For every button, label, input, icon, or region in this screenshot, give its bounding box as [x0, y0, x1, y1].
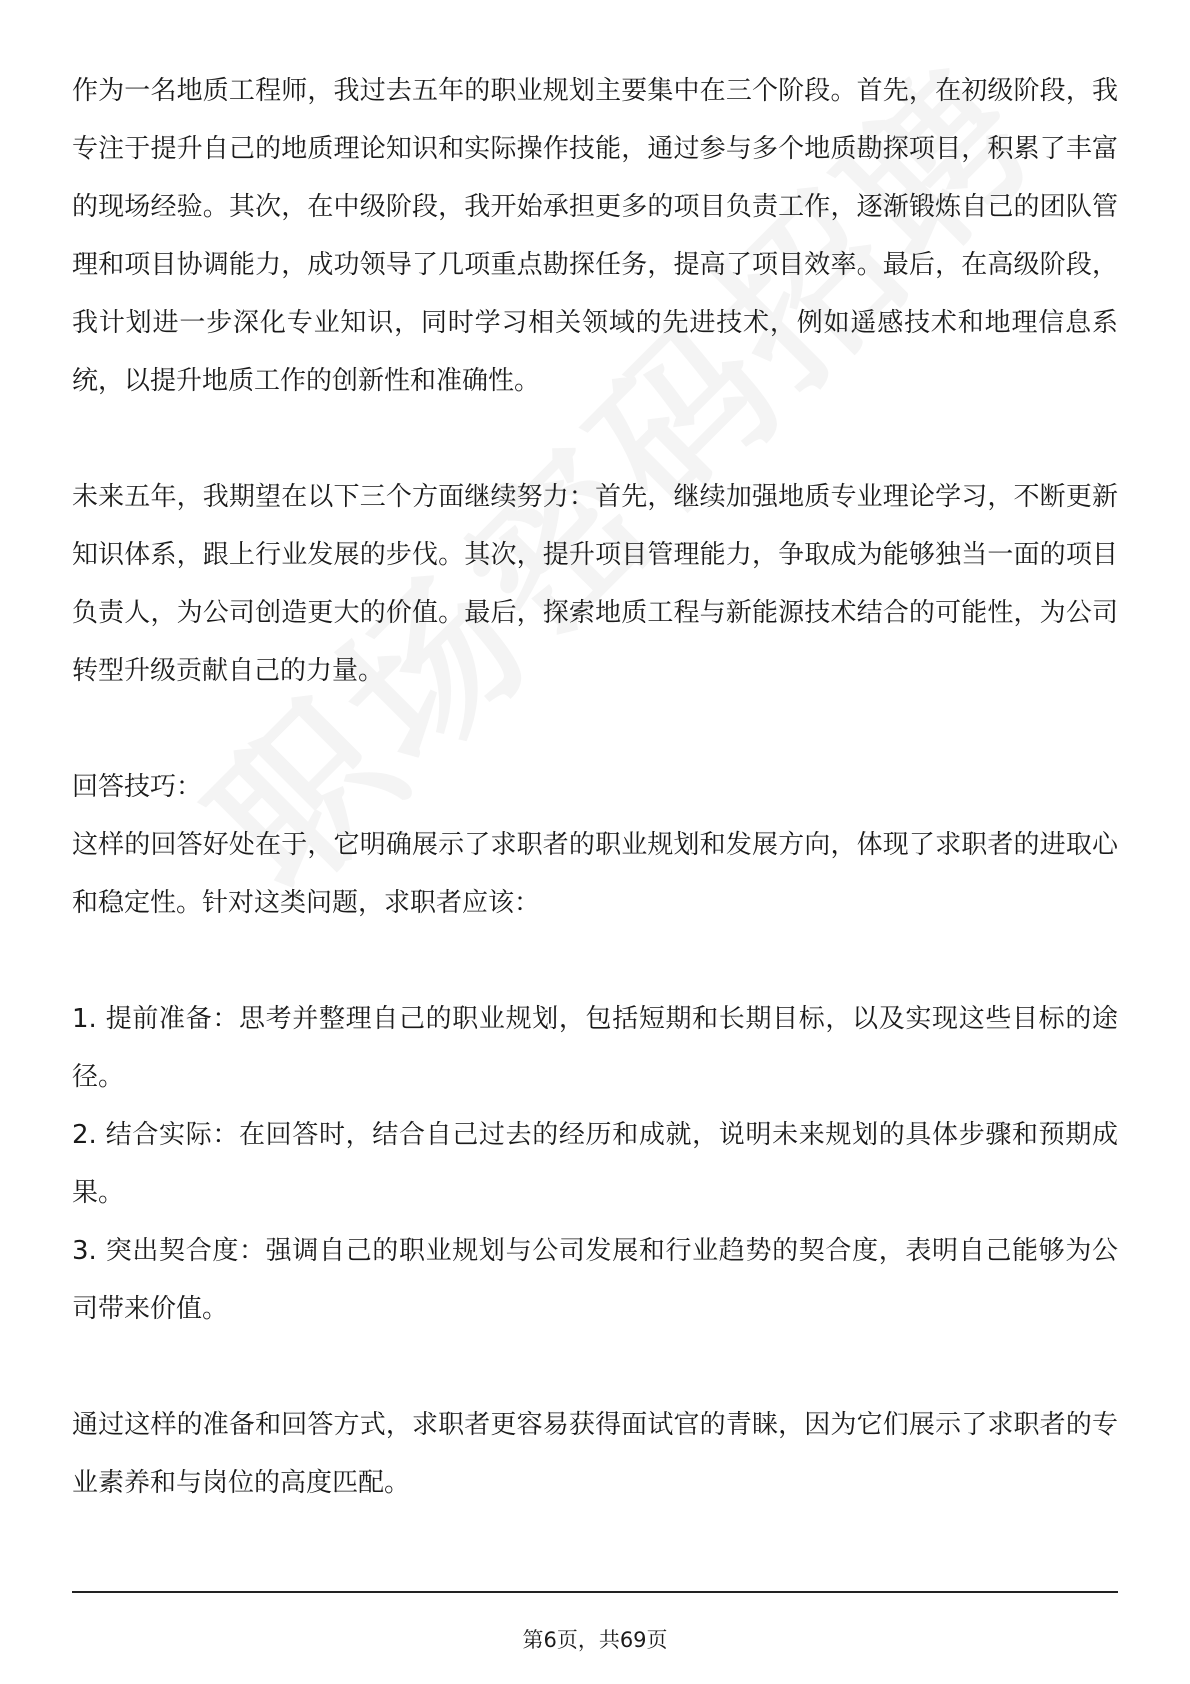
paragraph-gap	[72, 700, 1118, 758]
paragraph-conclusion: 通过这样的准备和回答方式，求职者更容易获得面试官的青睐，因为它们展示了求职者的专业素养和与岗位的高度匹配。	[72, 1410, 1118, 1498]
paragraph-career-plan-future: 未来五年，我期望在以下三个方面继续努力：首先，继续加强地质专业理论学习，不断更新知识体系，跟上行业发展的步伐。其次，提升项目管理能力，争取成为能够独当一面的项目负责人，为公司创造更大的价值。最后，探索地质工程与新能源技术结合的可能性，为公司转型升级贡献自己的力量。	[72, 482, 1118, 686]
tip-item: 3. 突出契合度：强调自己的职业规划与公司发展和行业趋势的契合度，表明自己能够为公司带来价值。	[72, 1236, 1118, 1324]
tip-item: 2. 结合实际：在回答时，结合自己过去的经历和成就，说明未来规划的具体步骤和预期成果。	[72, 1120, 1118, 1208]
paragraph-gap	[72, 410, 1118, 468]
tips-intro: 这样的回答好处在于，它明确展示了求职者的职业规划和发展方向，体现了求职者的进取心和稳定性。针对这类问题，求职者应该：	[72, 830, 1118, 918]
tips-heading: 回答技巧：	[72, 772, 203, 802]
footer-divider	[72, 1591, 1118, 1593]
page-indicator: 第6页，共69页	[522, 1628, 668, 1652]
paragraph-career-plan-past: 作为一名地质工程师，我过去五年的职业规划主要集中在三个阶段。首先，在初级阶段，我专注于提升自己的地质理论知识和实际操作技能，通过参与多个地质勘探项目，积累了丰富的现场经验。其次，在中级阶段，我开始承担更多的项目负责工作，逐渐锻炼自己的团队管理和项目协调能力，成功领导了几项重点勘探任务，提高了项目效率。最后，在高级阶段，我计划进一步深化专业知识，同时学习相关领域的先进技术，例如遥感技术和地理信息系统，以提升地质工作的创新性和准确性。	[72, 76, 1118, 396]
paragraph-gap	[72, 1338, 1118, 1396]
tip-item: 1. 提前准备：思考并整理自己的职业规划，包括短期和长期目标，以及实现这些目标的途径。	[72, 1004, 1118, 1092]
paragraph-gap	[72, 932, 1118, 990]
document-body	[72, 62, 1118, 1512]
